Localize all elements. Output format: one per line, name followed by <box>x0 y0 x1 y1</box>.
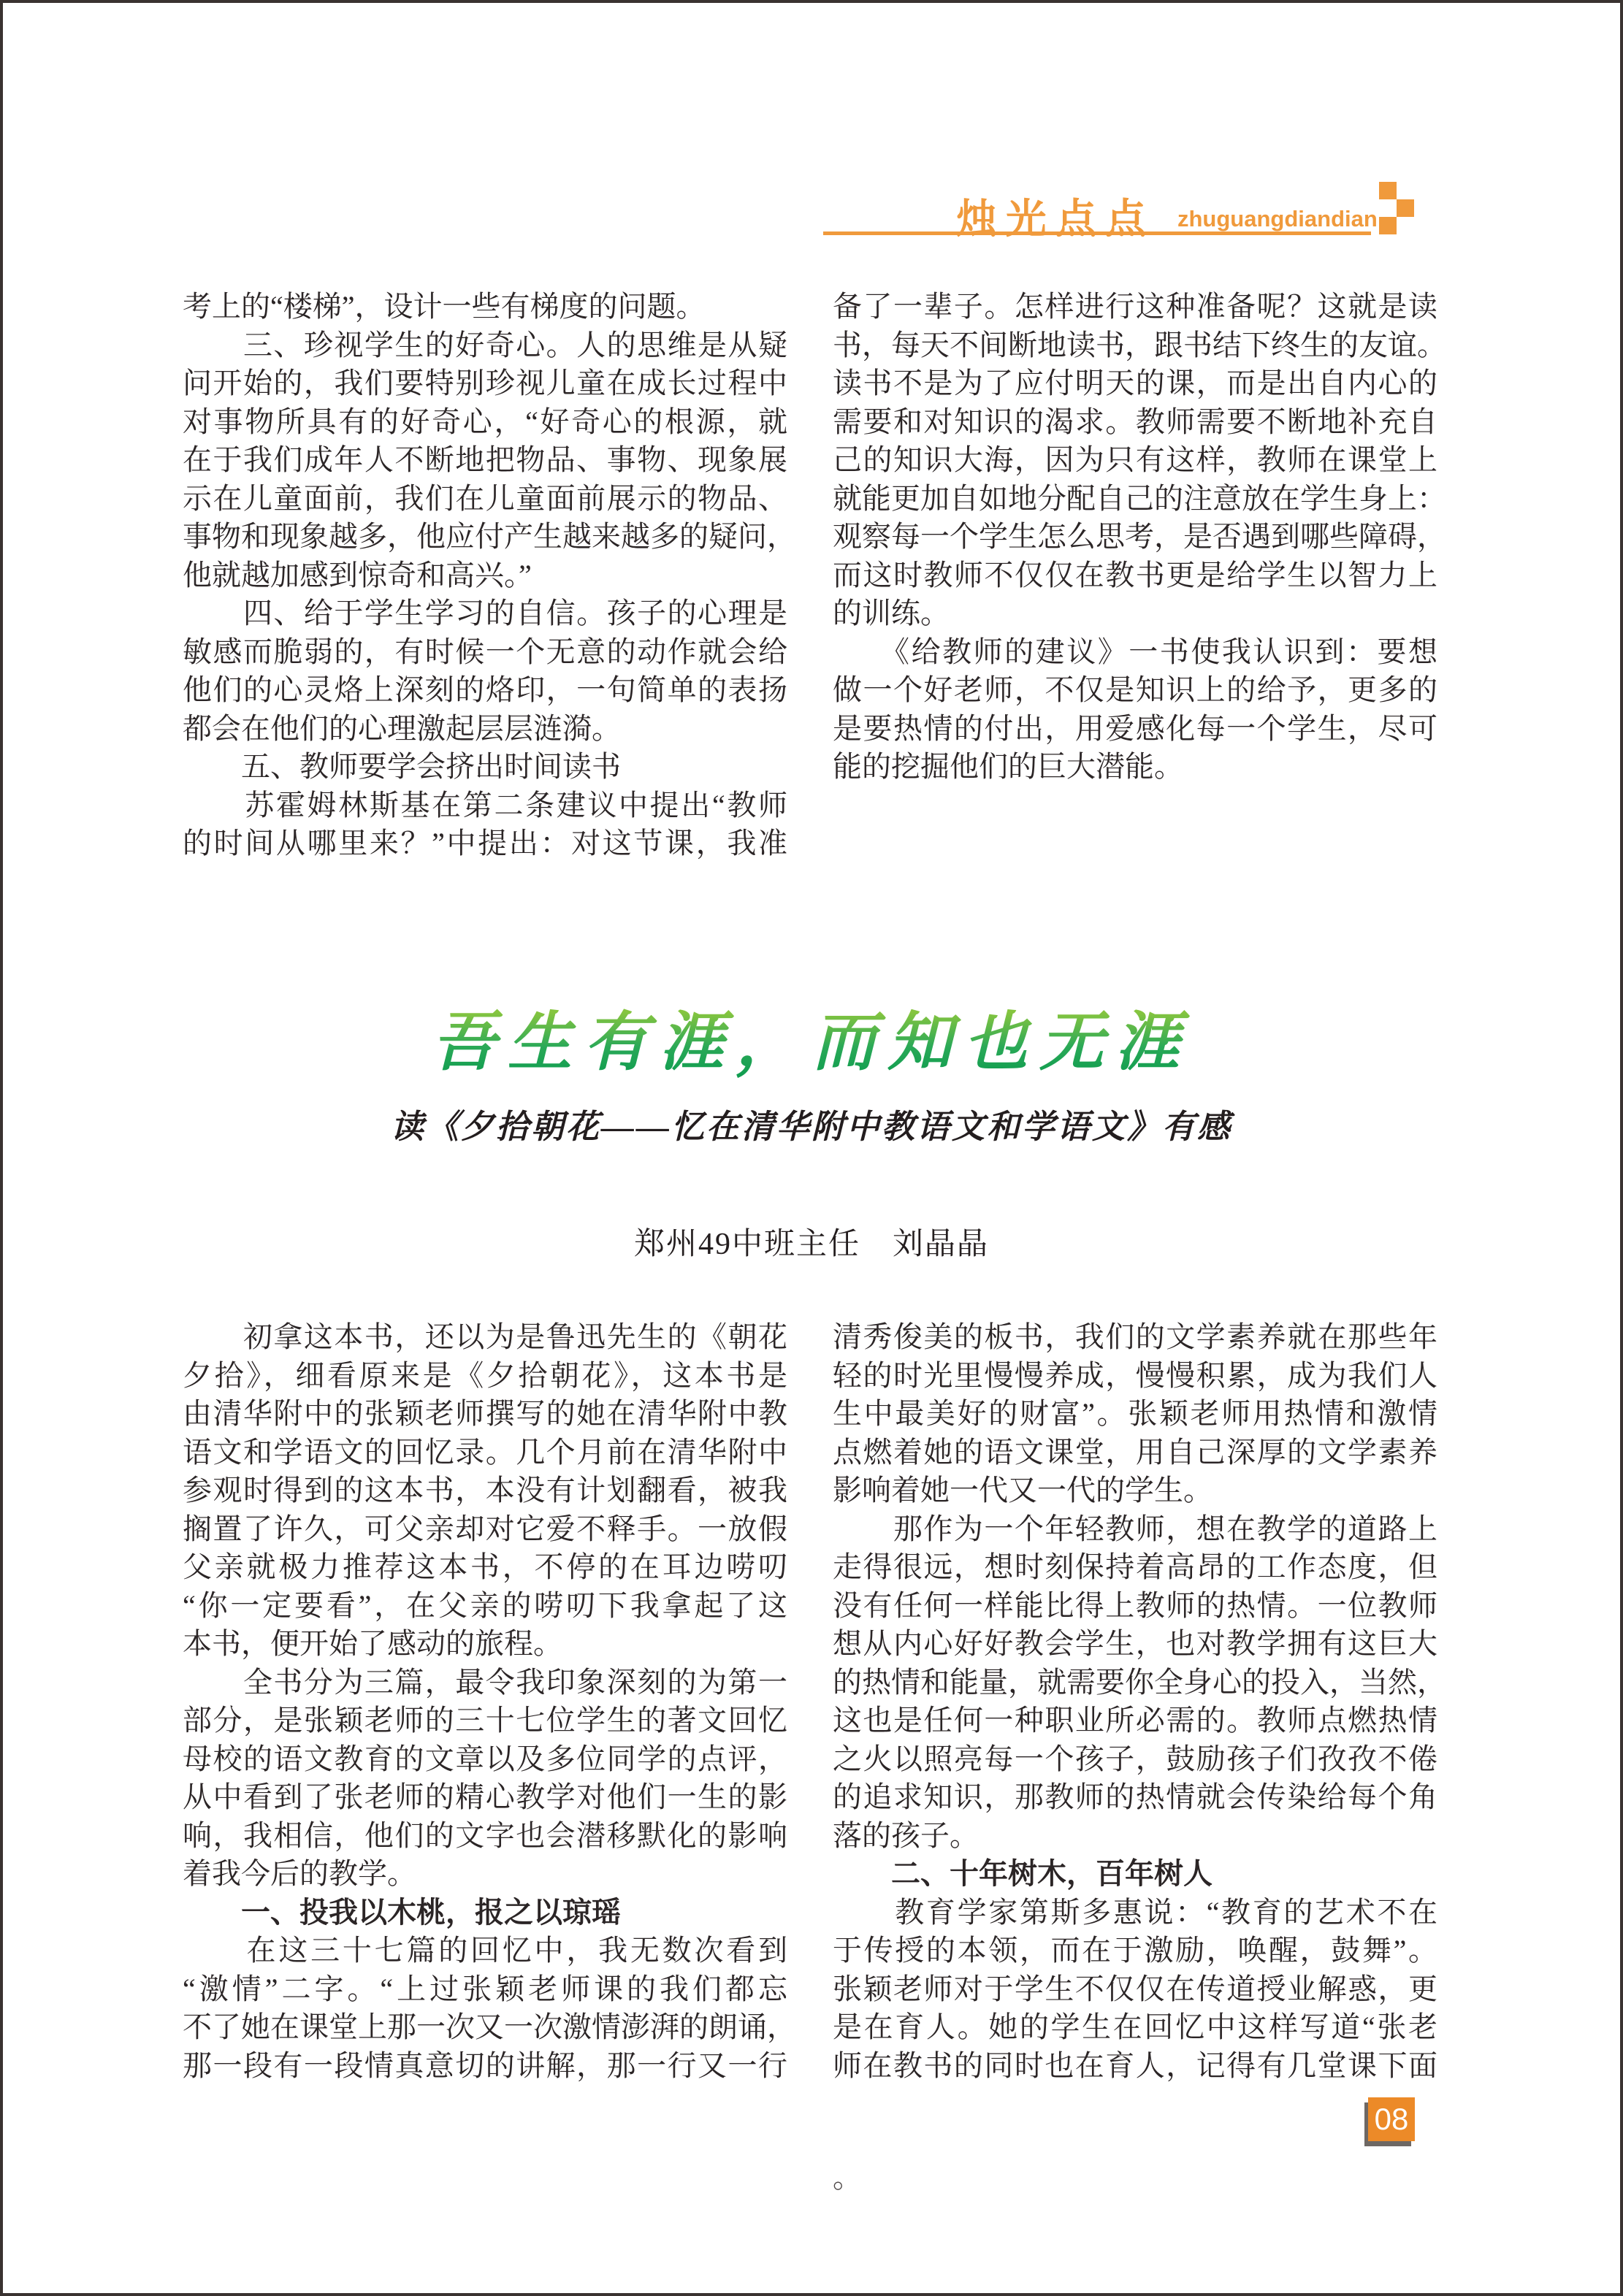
article1-right-column <box>833 288 1446 787</box>
text-line: 那作为一个年轻教师，想在教学的道路上 <box>833 1512 1437 1545</box>
text-line: 初拿这本书，还以为是鲁迅先生的《朝花 <box>183 1320 787 1353</box>
text-line: 不了她在课堂上那一次又一次激情澎湃的朗诵， <box>183 2010 796 2043</box>
text-line: 点燃着她的语文课堂，用自己深厚的文学素养 <box>833 1435 1437 1469</box>
text-line: 生中最美好的财富”。张颖老师用热情和激情 <box>833 1397 1437 1430</box>
article2-right-column <box>833 1318 1446 2085</box>
text-line: 的时间从哪里来？”中提出：对这节课，我准 <box>183 827 787 860</box>
page-number: 08 <box>1374 2102 1409 2136</box>
text-line: 问开始的，我们要特别珍视儿童在成长过程中 <box>183 367 787 399</box>
text-line: 由清华附中的张颖老师撰写的她在清华附中教 <box>183 1397 787 1430</box>
article1-left-column <box>183 288 796 863</box>
text-line: 做一个好老师，不仅是知识上的给予，更多的 <box>833 673 1437 706</box>
text-line: 敏感而脆弱的，有时候一个无意的动作就会给 <box>183 635 787 668</box>
text-line: 母校的语文教育的文章以及多位同学的点评， <box>183 1742 787 1775</box>
text-line: 师在教书的同时也在育人，记得有几堂课下面 <box>833 2048 1437 2082</box>
text-line: 在于我们成年人不断地把物品、事物、现象展 <box>183 443 787 476</box>
text-line: 四、给于学生学习的自信。孩子的心理是 <box>183 597 787 630</box>
article-author: 郑州49中班主任 刘晶晶 <box>633 1228 989 1261</box>
text-line: 《给教师的建议》一书使我认识到：要想 <box>833 635 1437 668</box>
text-line: 着我今后的教学。 <box>183 1857 416 1890</box>
text-line: 就能更加自如地分配自己的注意放在学生身上： <box>833 481 1446 515</box>
checker-squares-icon <box>1379 182 1397 199</box>
text-line: 对事物所具有的好奇心，“好奇心的根源，就 <box>183 405 787 438</box>
text-line: 五、教师要学会挤出时间读书 <box>183 750 621 783</box>
text-line: 是要热情的付出，用爱感化每一个学生，尽可 <box>833 711 1437 745</box>
text-line: 部分，是张颖老师的三十七位学生的著文回忆 <box>183 1704 787 1737</box>
text-line: 全书分为三篇，最令我印象深刻的为第一 <box>183 1665 787 1699</box>
text-line: 而这时教师不仅仅在教书更是给学生以智力上 <box>833 558 1437 592</box>
text-line: 己的知识大海，因为只有这样，教师在课堂上 <box>833 443 1437 476</box>
text-line: 走得很远，想时刻保持着高昂的工作态度，但 <box>833 1550 1437 1583</box>
text-line: 的训练。 <box>833 597 950 630</box>
text-line: 参观时得到的这本书，本没有计划翻看，被我 <box>183 1474 787 1507</box>
text-line: 他们的心灵烙上深刻的烙印，一句简单的表扬 <box>183 673 787 706</box>
text-line: 在这三十七篇的回忆中，我无数次看到 <box>183 1934 787 1967</box>
stray-period: 。 <box>833 2161 862 2194</box>
text-line: 能的挖掘他们的巨大潜能。 <box>833 750 1183 783</box>
section-title-pinyin: zhuguangdiandian <box>1177 206 1378 231</box>
text-line: 之火以照亮每一个孩子，鼓励孩子们孜孜不倦 <box>833 1742 1437 1775</box>
text-line: 苏霍姆林斯基在第二条建议中提出“教师 <box>183 788 787 822</box>
text-line: 没有任何一样能比得上教师的热情。一位教师 <box>833 1588 1437 1622</box>
text-line: 观察每一个学生怎么思考，是否遇到哪些障碍， <box>833 520 1446 553</box>
text-line: 教育学家第斯多惠说：“教育的艺术不在 <box>833 1895 1437 1929</box>
text-line: 搁置了许久，可父亲却对它爱不释手。一放假 <box>183 1512 787 1545</box>
text-line: 清秀俊美的板书，我们的文学素养就在那些年 <box>833 1320 1437 1353</box>
text-line: “你一定要看”，在父亲的唠叨下我拿起了这 <box>183 1588 787 1622</box>
text-line: 的热情和能量，就需要你全身心的投入，当然， <box>833 1665 1446 1699</box>
article-title: 吾生有涯，而知也无涯 <box>3 1006 1620 1080</box>
text-line: 需要和对知识的渴求。教师需要不断地补充自 <box>833 405 1437 438</box>
text-line: 书，每天不间断地读书，跟书结下终生的友谊。 <box>833 328 1446 361</box>
text-line: 示在儿童面前，我们在儿童面前展示的物品、 <box>183 481 787 515</box>
text-line: 是在育人。她的学生在回忆中这样写道“张老 <box>833 2010 1437 2043</box>
text-line: 于传授的本领，而在于激励，唤醒，鼓舞”。 <box>833 1934 1437 1967</box>
text-line: 备了一辈子。怎样进行这种准备呢？这就是读 <box>833 290 1437 323</box>
text-line: 这也是任何一种职业所必需的。教师点燃热情 <box>833 1704 1437 1737</box>
checker-squares-icon <box>1379 217 1397 234</box>
text-line: 的追求知识，那教师的热情就会传染给每个角 <box>833 1780 1437 1813</box>
text-line: 语文和学语文的回忆录。几个月前在清华附中 <box>183 1435 787 1469</box>
text-line: 一、投我以木桃，报之以琼瑶 <box>183 1895 621 1929</box>
text-line: 想从内心好好教会学生，也对教学拥有这巨大 <box>833 1627 1437 1660</box>
text-line: 夕拾》，细看原来是《夕拾朝花》，这本书是 <box>183 1358 787 1392</box>
text-line: 从中看到了张老师的精心教学对他们一生的影 <box>183 1780 787 1813</box>
text-line: “激情”二字。“上过张颖老师课的我们都忘 <box>183 1972 787 2005</box>
text-line: 张颖老师对于学生不仅仅在传道授业解惑，更 <box>833 1972 1437 2005</box>
text-line: 都会在他们的心理激起层层涟漪。 <box>183 711 621 745</box>
text-line: 事物和现象越多，他应付产生越来越多的疑问， <box>183 520 796 553</box>
text-line: 本书，便开始了感动的旅程。 <box>183 1627 562 1660</box>
text-line: 落的孩子。 <box>833 1818 979 1852</box>
checker-squares-icon <box>1397 199 1414 217</box>
section-title: 烛光点点 <box>956 197 1155 242</box>
article-subtitle: 读《夕拾朝花——忆在清华附中教语文和学语文》有感 <box>390 1109 1232 1145</box>
text-line: 三、珍视学生的好奇心。人的思维是从疑 <box>183 328 787 361</box>
page-number-badge <box>1368 2097 1415 2141</box>
text-line: 轻的时光里慢慢养成，慢慢积累，成为我们人 <box>833 1358 1437 1392</box>
text-line: 响，我相信，他们的文字也会潜移默化的影响 <box>183 1818 787 1852</box>
text-line: 他就越加感到惊奇和高兴。” <box>183 558 532 592</box>
text-line: 那一段有一段情真意切的讲解，那一行又一行 <box>183 2048 787 2082</box>
text-line: 读书不是为了应付明天的课，而是出自内心的 <box>833 367 1437 399</box>
text-line: 考上的“楼梯”，设计一些有梯度的问题。 <box>183 290 706 323</box>
text-line: 二、十年树木，百年树人 <box>833 1857 1213 1890</box>
article2-left-column <box>183 1318 796 2085</box>
text-line: 父亲就极力推荐这本书，不停的在耳边唠叨 <box>183 1550 787 1583</box>
text-line: 影响着她一代又一代的学生。 <box>833 1474 1213 1507</box>
